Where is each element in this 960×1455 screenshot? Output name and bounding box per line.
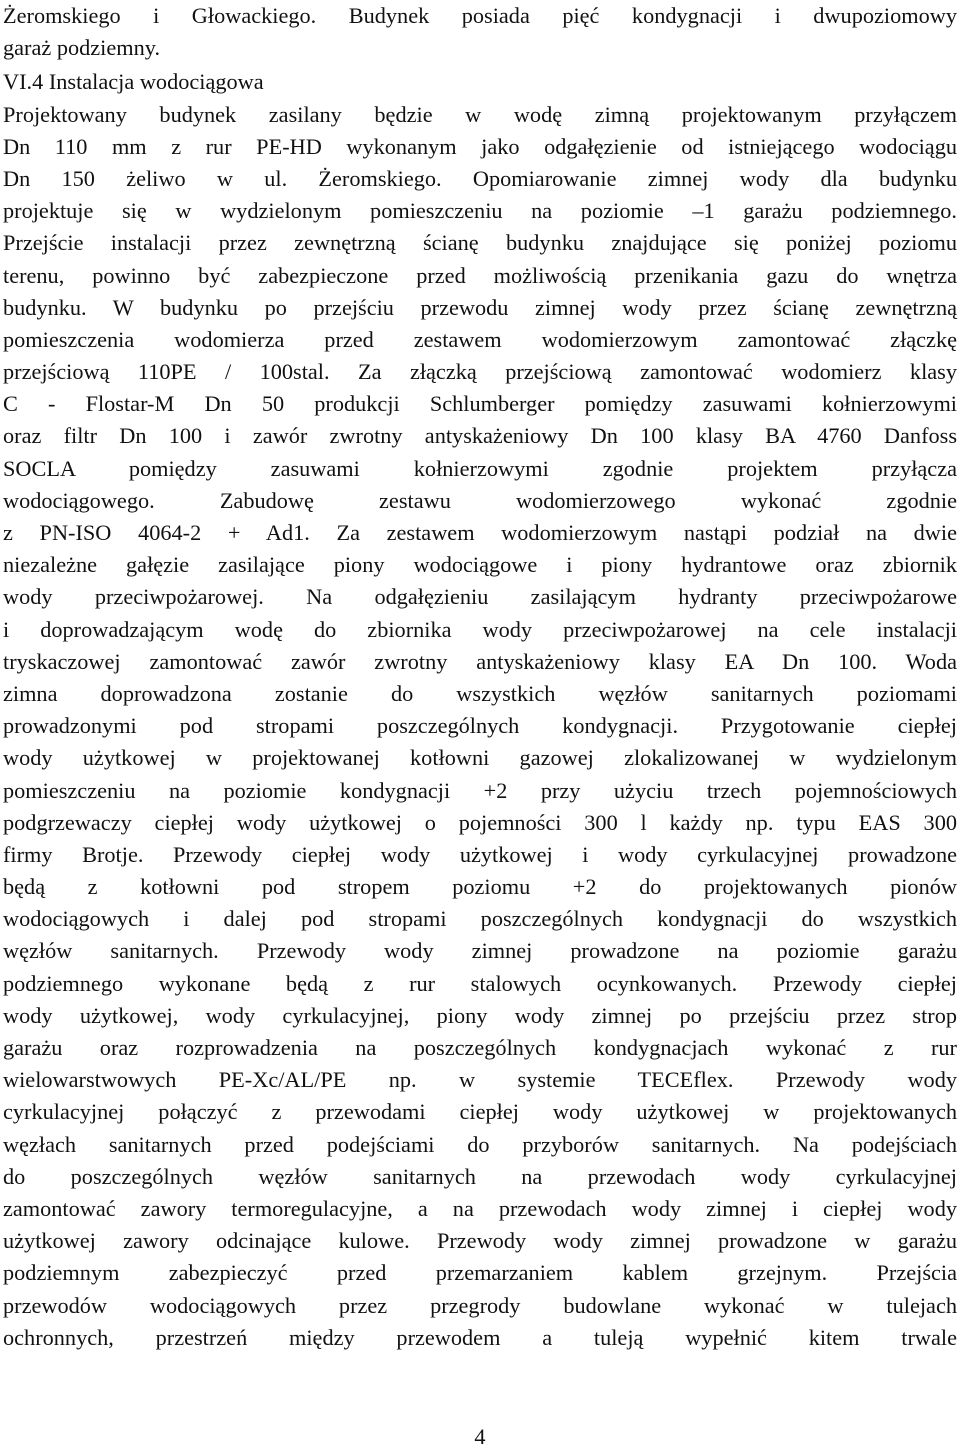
text-line: węzłów sanitarnych. Przewody wody zimnej prowadzone na poziomie garażu bbox=[3, 938, 957, 964]
text-line: firmy Brotje. Przewody ciepłej wody użytkowej i wody cyrkulacyjnej prowadzone bbox=[3, 841, 957, 867]
text-line: cyrkulacyjnej połączyć z przewodami ciepłej wody użytkowej w projektowanych bbox=[3, 1099, 957, 1125]
text-line: Projektowany budynek zasilany będzie w wodę zimną projektowanym przyłączem bbox=[3, 101, 957, 127]
text-line: podziemnym zabezpieczyć przed przemarzaniem kablem grzejnym. Przejścia bbox=[3, 1260, 957, 1286]
text-line: Przejście instalacji przez zewnętrzną ścianę budynku znajdujące się poniżej poziomu bbox=[3, 230, 957, 256]
text-line: przejściową 110PE / 100stal. Za złączką przejściową zamontować wodomierz klasy bbox=[3, 359, 957, 385]
text-line: podziemnego wykonane będą z rur stalowych ocynkowanych. Przewody ciepłej bbox=[3, 970, 957, 996]
text-line: Żeromskiego i Głowackiego. Budynek posiada pięć kondygnacji i dwupoziomowy bbox=[3, 3, 957, 28]
text-line: C - Flostar-M Dn 50 produkcji Schlumberger pomiędzy zasuwami kołnierzowymi bbox=[3, 391, 957, 417]
text-line: projektuje się w wydzielonym pomieszczeniu na poziomie –1 garażu podziemnego. bbox=[3, 198, 957, 224]
page-number: 4 bbox=[474, 1424, 486, 1449]
document-body bbox=[3, 0, 957, 1354]
text-line: ochronnych, przestrzeń między przewodem a tuleją wypełnić kitem trwale bbox=[3, 1324, 957, 1350]
text-line: budynku. W budynku po przejściu przewodu zimnej wody przez ścianę zewnętrzną bbox=[3, 294, 957, 320]
text-line: prowadzonymi pod stropami poszczególnych kondygnacji. Przygotowanie ciepłej bbox=[3, 713, 957, 739]
text-line: przewodów wodociągowych przez przegrody budowlane wykonać w tulejach bbox=[3, 1292, 957, 1318]
text-line: do poszczególnych węzłów sanitarnych na przewodach wody cyrkulacyjnej bbox=[3, 1163, 957, 1189]
text-line: wodociągowych i dalej pod stropami poszczególnych kondygnacji do wszystkich bbox=[3, 906, 957, 932]
text-line: wodociągowego. Zabudowę zestawu wodomierzowego wykonać zgodnie bbox=[3, 487, 957, 513]
section-heading: VI.4 Instalacja wodociągowa bbox=[3, 69, 264, 95]
text-line: będą z kotłowni pod stropem poziomu +2 do projektowanych pionów bbox=[3, 874, 957, 900]
text-line: pomieszczeniu na poziomie kondygnacji +2 przy użyciu trzech pojemnościowych bbox=[3, 777, 957, 803]
text-line: zamontować zawory termoregulacyjne, a na przewodach wody zimnej i ciepłej wody bbox=[3, 1195, 957, 1221]
text-line: Dn 110 mm z rur PE-HD wykonanym jako odgałęzienie od istniejącego wodociągu bbox=[3, 133, 957, 159]
text-line: niezależne gałęzie zasilające piony wodociągowe i piony hydrantowe oraz zbiornik bbox=[3, 552, 957, 578]
text-line: SOCLA pomiędzy zasuwami kołnierzowymi zgodnie projektem przyłącza bbox=[3, 455, 957, 481]
text-line: wody przeciwpożarowej. Na odgałęzieniu zasilającym hydranty przeciwpożarowe bbox=[3, 584, 957, 610]
text-line: tryskaczowej zamontować zawór zwrotny antyskażeniowy klasy EA Dn 100. Woda bbox=[3, 648, 957, 674]
text-line: węzłach sanitarnych przed podejściami do przyborów sanitarnych. Na podejściach bbox=[3, 1131, 957, 1157]
text-line: i doprowadzającym wodę do zbiornika wody przeciwpożarowej na cele instalacji bbox=[3, 616, 957, 642]
text-line: pomieszczenia wodomierza przed zestawem wodomierzowym zamontować złączkę bbox=[3, 326, 957, 352]
text-line: garażu oraz rozprowadzenia na poszczególnych kondygnacjach wykonać z rur bbox=[3, 1035, 957, 1060]
text-line: wody użytkowej w projektowanej kotłowni gazowej zlokalizowanej w wydzielonym bbox=[3, 745, 957, 771]
text-line: użytkowej zawory odcinające kulowe. Przewody wody zimnej prowadzone w garażu bbox=[3, 1228, 957, 1254]
text-line: z PN-ISO 4064-2 + Ad1. Za zestawem wodomierzowym nastąpi podział na dwie bbox=[3, 520, 957, 545]
text-line: garaż podziemny. bbox=[3, 35, 161, 61]
text-line: zimna doprowadzona zostanie do wszystkich węzłów sanitarnych poziomami bbox=[3, 680, 957, 706]
text-line: Dn 150 żeliwo w ul. Żeromskiego. Opomiarowanie zimnej wody dla budynku bbox=[3, 165, 957, 191]
text-line: terenu, powinno być zabezpieczone przed możliwością przenikania gazu do wnętrza bbox=[3, 262, 957, 288]
text-line: oraz filtr Dn 100 i zawór zwrotny antyskażeniowy Dn 100 klasy BA 4760 Danfoss bbox=[3, 423, 957, 449]
text-line: wielowarstwowych PE-Xc/AL/PE np. w systemie TECEflex. Przewody wody bbox=[3, 1067, 957, 1093]
text-line: wody użytkowej, wody cyrkulacyjnej, piony wody zimnej po przejściu przez strop bbox=[3, 1002, 957, 1028]
text-line: podgrzewaczy ciepłej wody użytkowej o pojemności 300 l każdy np. typu EAS 300 bbox=[3, 809, 957, 835]
